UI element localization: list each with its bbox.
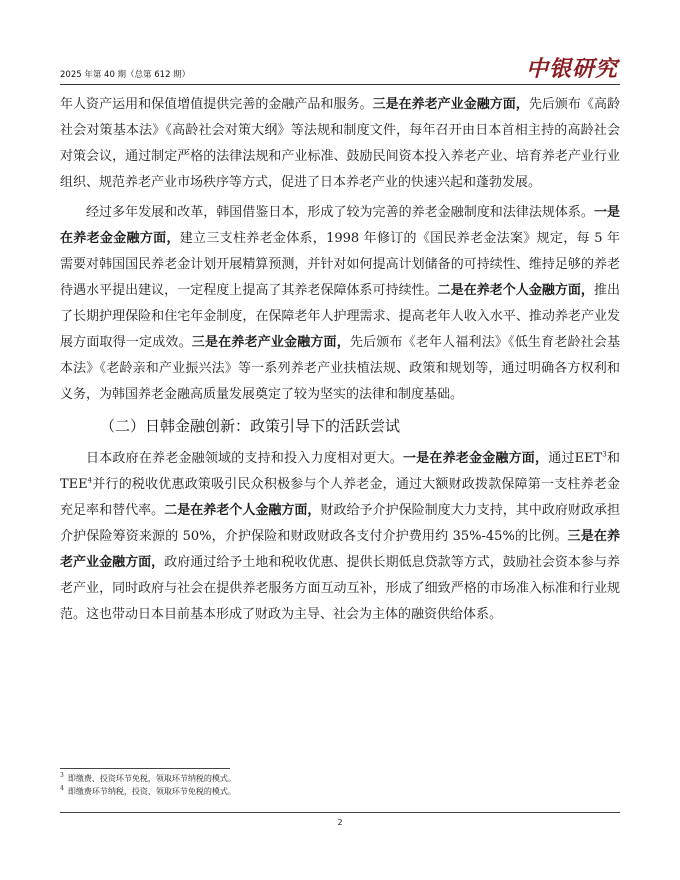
bold-lead: 二是在养老个人金融方面， (437, 283, 594, 298)
footnote-divider (60, 768, 230, 769)
footnote-ref[interactable]: 4 (87, 476, 93, 485)
text-run: 通过EET (548, 451, 603, 466)
footnotes (60, 772, 620, 798)
footer-divider (60, 812, 620, 813)
text-run: 先后颁布《高龄社会对策基本法》《高龄社会对策大纲》等法规和制度文件，每年召开由日本首相主持的高龄社会对策会议，通过制定严格的法律法规和产业标准、鼓励民间资本投入养老产业、培育养老产业行业组织、规范养老产业市场秩序等方式，促进了日本养老产业的快速兴起和蓬勃发展。 (60, 97, 620, 190)
paragraph-group (60, 92, 620, 408)
text-run: 并行的税收优惠政策吸引民众积极参与个人养老金，通过大额财政拨款保障第一支柱养老金充足率和替代率。 (60, 477, 620, 518)
text-run: 财政给予介护保险制度大力支持，其中政府财政承担介护保险筹资来源的 50%，介护保险和财政财政各支付介护费用约 35%-45%的比例。 (60, 503, 620, 544)
text-run: 和TEE (60, 451, 620, 492)
paragraph (60, 92, 620, 196)
issue-label: 2025 年第 40 期（总第 612 期） (60, 70, 191, 80)
bold-lead: 三是在养老产业金融方面， (60, 529, 620, 570)
bold-lead: 三是在养老产业金融方面， (191, 335, 350, 350)
text-run: 政府通过给予土地和税收优惠、提供长期低息贷款等方式，鼓励社会资本参与养老产业，同时政府与社会在提供养老服务方面互动互补，形成了细致严格的市场准入标准和行业规范。这也带动日本目前基本形成了财政为主导、社会为主体的融资供给体系。 (60, 555, 620, 622)
footnote-number: 4 (60, 785, 64, 793)
bold-lead: 三是在养老产业金融方面， (372, 97, 529, 112)
brand-logo: 中银研究 (525, 56, 618, 82)
bold-lead: 二是在养老个人金融方面， (164, 503, 321, 518)
paragraph-japan-finance (60, 446, 620, 628)
page-number: 2 (337, 818, 343, 827)
text-run: 日本政府在养老金融领域的支持和投入力度相对更大。 (86, 451, 403, 466)
paragraph (60, 200, 620, 408)
text-run: 经过多年发展和改革，韩国借鉴日本，形成了较为完善的养老金融制度和法律法规体系。 (86, 205, 594, 220)
section-heading: （二）日韩金融创新：政策引导下的活跃尝试 (100, 417, 401, 435)
header-divider (60, 84, 620, 85)
footnote-text: 即缴费环节纳税，投资、领取环节免税的模式。 (67, 787, 236, 796)
footnote-ref[interactable]: 3 (602, 450, 607, 459)
bold-lead: 一是在养老金金融方面， (402, 451, 549, 466)
footnote-text: 即缴费、投资环节免税，领取环节纳税的模式。 (67, 774, 236, 783)
text-run: 先后颁布《老年人福利法》《低生育老龄社会基本法》《老龄亲和产业振兴法》等一系列养老产业扶植法规、政策和规划等，通过明确各方权利和义务，为韩国养老金融高质量发展奠定了较为坚实的法律和制度基础。 (60, 335, 620, 402)
footnote-item (60, 772, 620, 785)
article-body (60, 92, 620, 628)
text-run: 年人资产运用和保值增值提供完善的金融产品和服务。 (60, 97, 373, 112)
text-run: 推出了长期护理保险和住宅年金制度，在保障老年人护理需求、提高老年人收入水平、推动养老产业发展方面取得一定成效。 (60, 283, 620, 350)
text-run: 建立三支柱养老金体系，1998 年修订的《国民养老金法案》规定，每 5 年需要对韩国国民养老金计划开展精算预测，并针对如何提高计划储备的可持续性、维持足够的养老待遇水平提出建议，一定程度上提高了其养老保障体系可持续性。 (60, 231, 620, 298)
footnote-item (60, 785, 620, 798)
footnote-number: 3 (60, 772, 64, 780)
bold-lead: 一是在养老金金融方面， (60, 205, 620, 246)
